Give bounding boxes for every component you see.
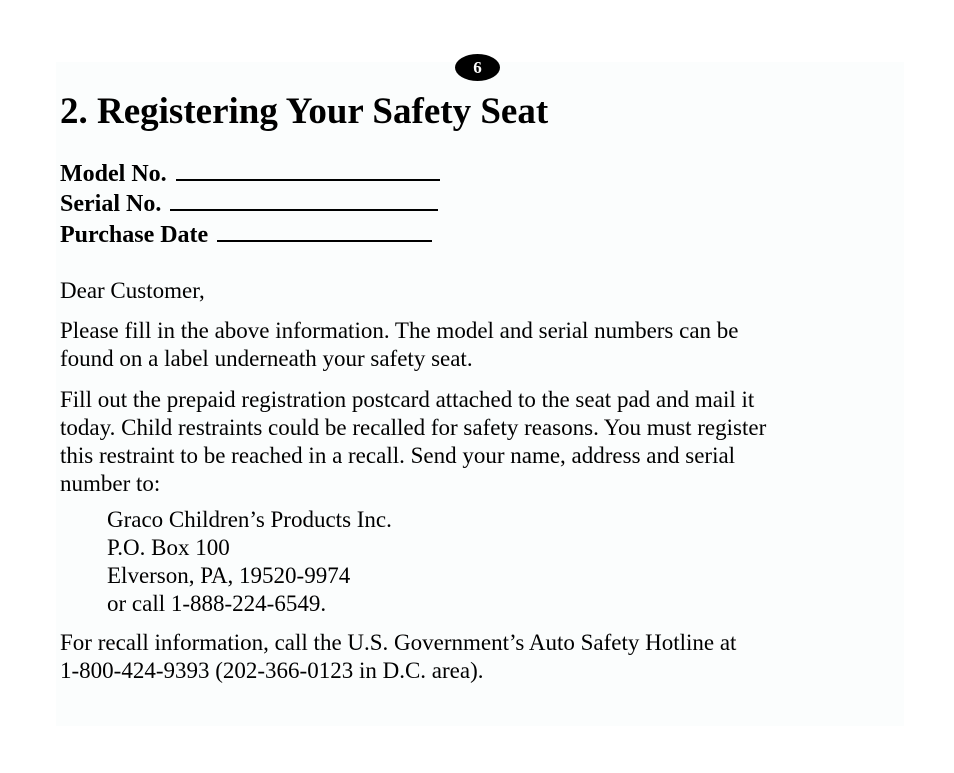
paragraph-line: this restraint to be reached in a recall. Send your name, address and serial	[60, 443, 736, 468]
mailing-address	[107, 506, 392, 618]
address-company: Graco Children’s Products Inc.	[107, 507, 392, 532]
model-number-label: Model No.	[60, 161, 167, 187]
paragraph-recall-hotline	[60, 629, 736, 685]
paragraph-line: found on a label underneath your safety seat.	[60, 346, 473, 371]
paragraph-registration	[60, 386, 766, 498]
greeting: Dear Customer,	[60, 278, 205, 303]
paragraph-line: 1-800-424-9393 (202-366-0123 in D.C. area).	[60, 658, 484, 683]
purchase-date-blank	[217, 220, 432, 242]
paragraph-line: For recall information, call the U.S. Government’s Auto Safety Hotline at	[60, 630, 737, 655]
paragraph-fill-info	[60, 317, 739, 373]
model-number-field	[60, 159, 440, 189]
purchase-date-label: Purchase Date	[60, 222, 209, 248]
serial-number-label: Serial No.	[60, 191, 162, 217]
page-number-badge: 6	[455, 54, 500, 81]
purchase-date-field	[60, 220, 432, 250]
paragraph-line: number to:	[60, 471, 161, 496]
address-city: Elverson, PA, 19520-9974	[107, 563, 351, 588]
serial-number-field	[60, 189, 438, 219]
serial-number-blank	[170, 189, 438, 211]
address-po-box: P.O. Box 100	[107, 535, 230, 560]
section-title: 2. Registering Your Safety Seat	[60, 91, 549, 132]
model-number-blank	[176, 159, 440, 181]
paragraph-line: Please fill in the above information. The model and serial numbers can be	[60, 318, 739, 343]
address-phone: or call 1-888-224-6549.	[107, 591, 327, 616]
paragraph-line: today. Child restraints could be recalled for safety reasons. You must register	[60, 415, 767, 440]
paragraph-line: Fill out the prepaid registration postcard attached to the seat pad and mail it	[60, 387, 755, 412]
